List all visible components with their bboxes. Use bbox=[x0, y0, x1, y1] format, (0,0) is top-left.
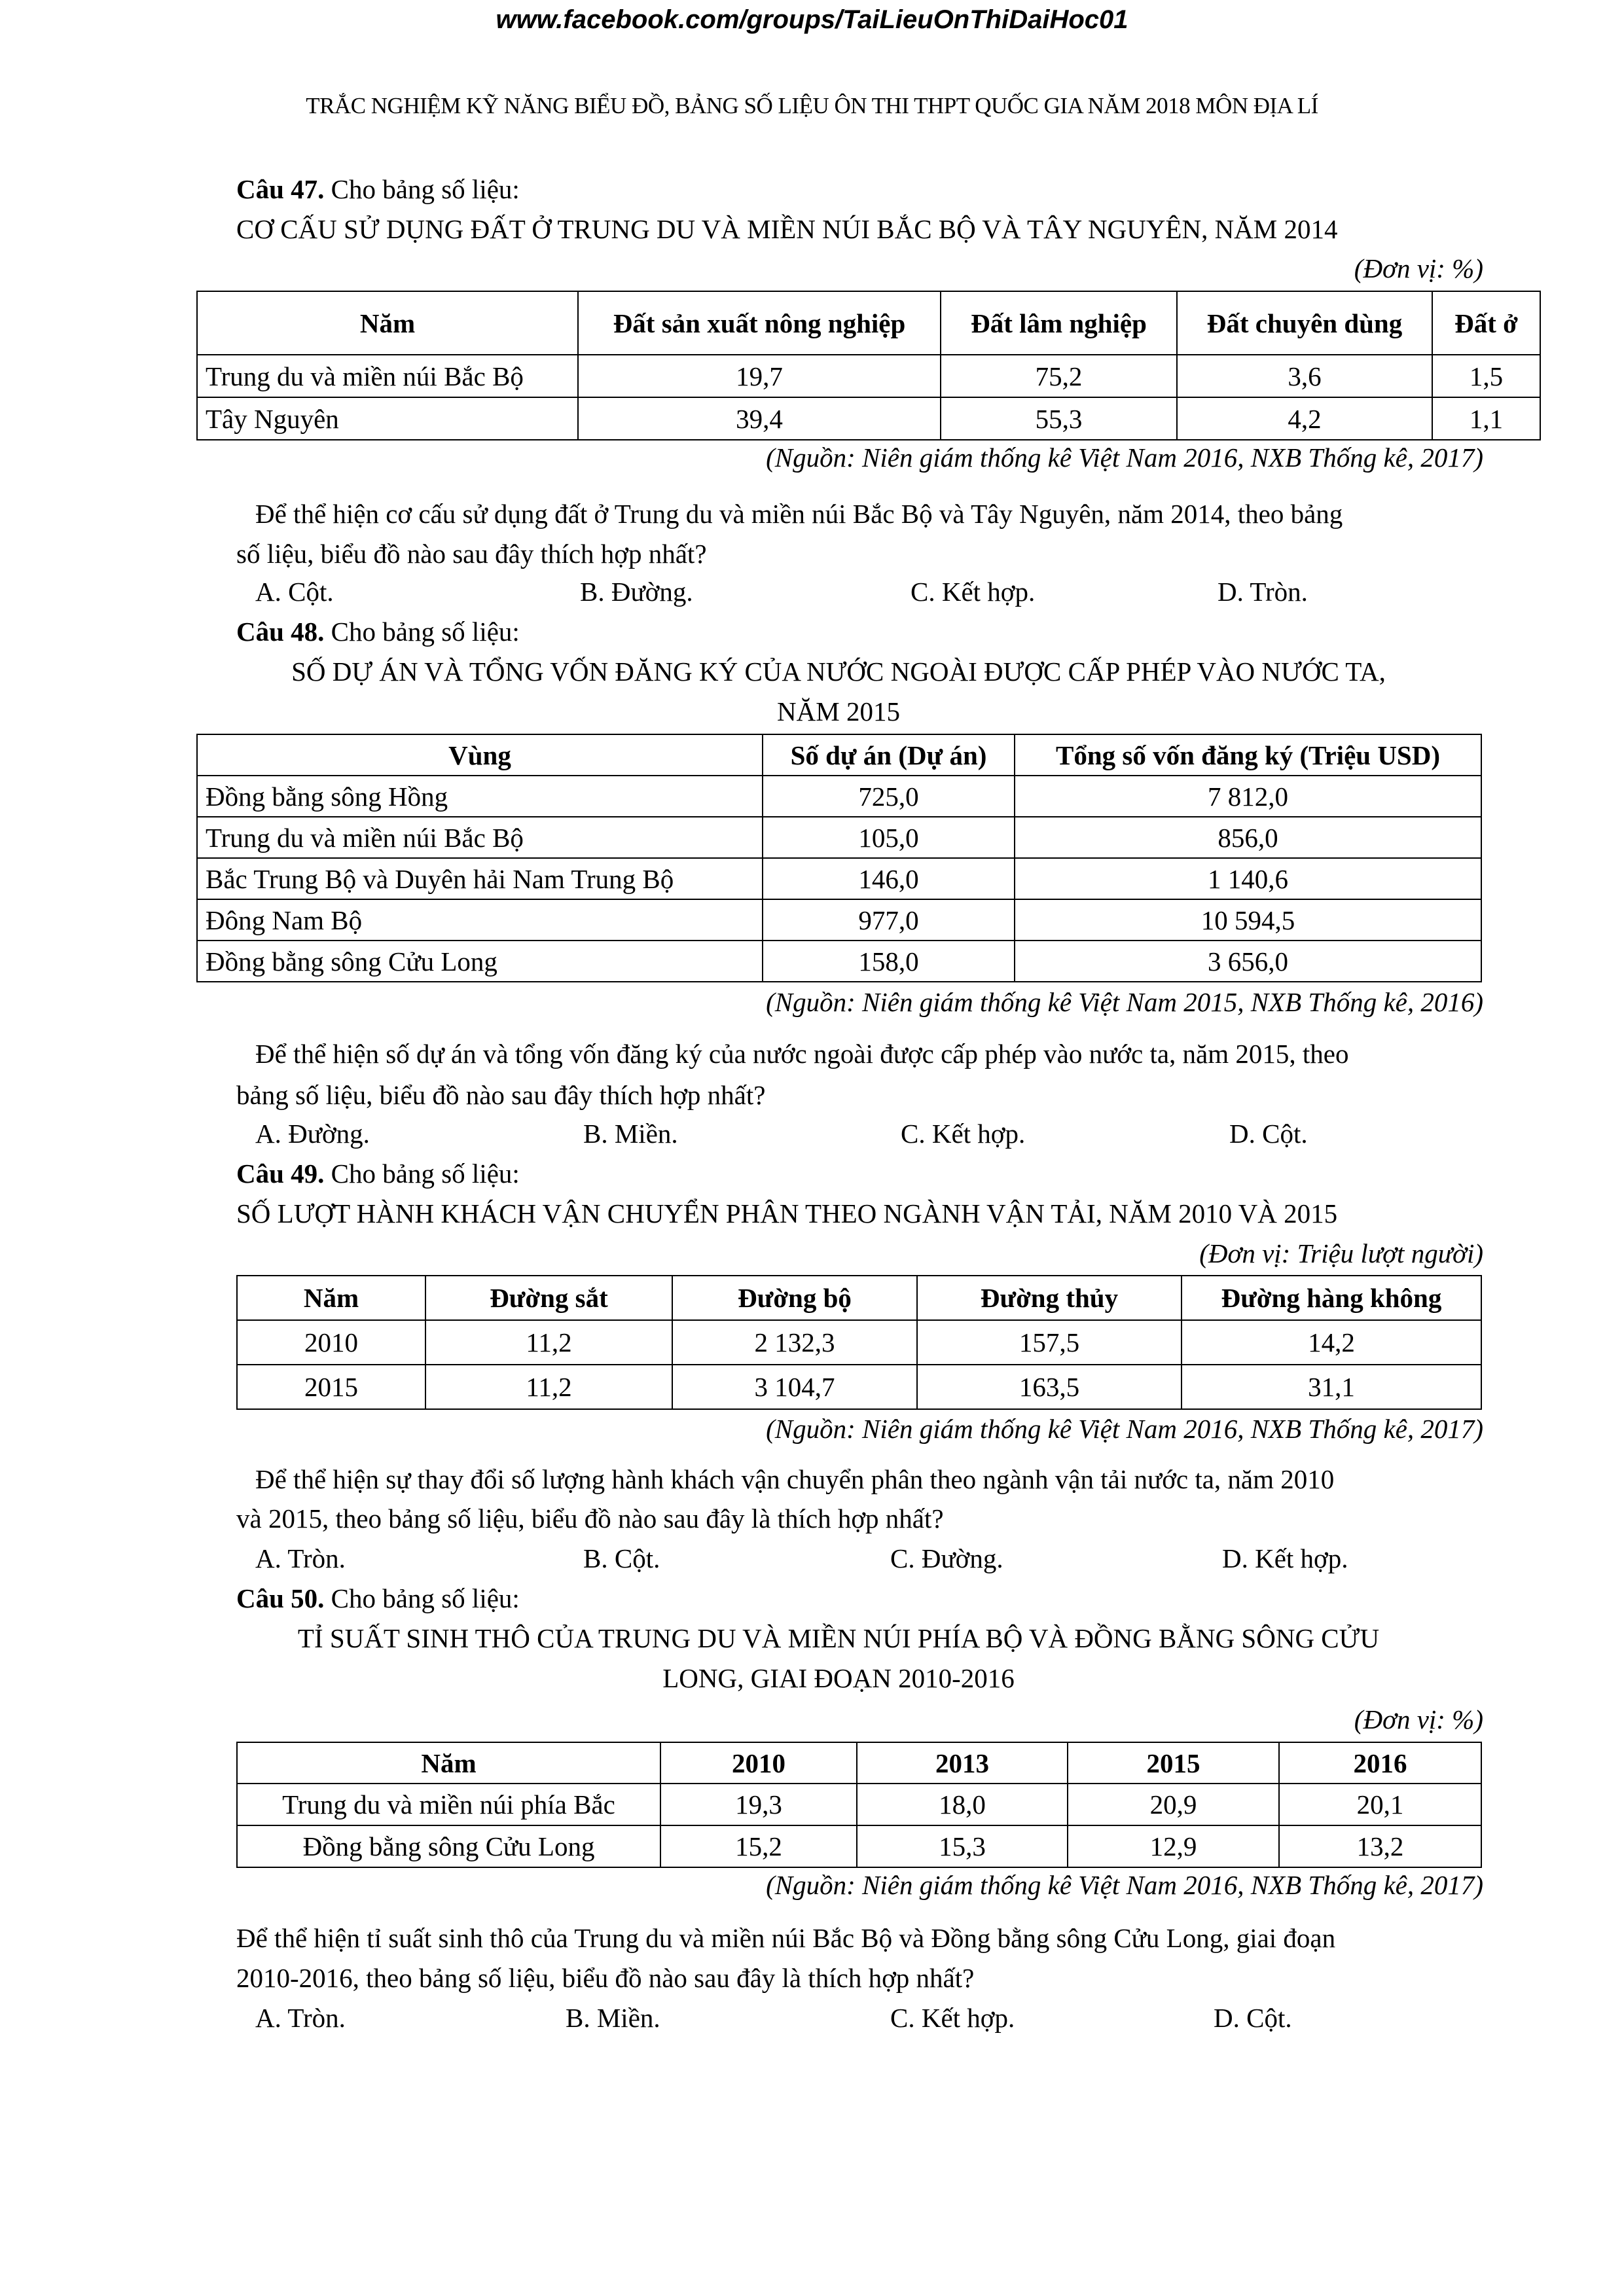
question-intro: Cho bảng số liệu: bbox=[324, 617, 520, 647]
unit-note: (Đơn vị: Triệu lượt người) bbox=[1199, 1238, 1483, 1268]
answer-option[interactable]: A. Cột. bbox=[255, 577, 334, 607]
question-label bbox=[236, 1154, 520, 1193]
column-header: Năm bbox=[197, 291, 578, 355]
column-header: 2013 bbox=[857, 1742, 1068, 1784]
question-label bbox=[236, 1579, 520, 1618]
column-header: Đất ở bbox=[1432, 291, 1540, 355]
column-header: Đất lâm nghiệp bbox=[941, 291, 1177, 355]
column-header: Đường bộ bbox=[672, 1276, 917, 1320]
cell-value: 2 132,3 bbox=[672, 1320, 917, 1365]
answer-option[interactable]: C. Kết hợp. bbox=[911, 577, 1036, 607]
table-row bbox=[197, 355, 1540, 397]
answer-option[interactable]: D. Cột. bbox=[1229, 1119, 1308, 1149]
cell-value: 4,2 bbox=[1177, 397, 1432, 440]
answer-option[interactable]: B. Đường. bbox=[580, 577, 693, 607]
source-note: (Nguồn: Niên giám thống kê Việt Nam 2016, NXB Thống kê, 2017) bbox=[766, 1870, 1483, 1900]
table-title: SỐ DỰ ÁN VÀ TỔNG VỐN ĐĂNG KÝ CỦA NƯỚC NGOÀI ĐƯỢC CẤP PHÉP VÀO NƯỚC TA, bbox=[291, 656, 1386, 687]
cell-value: 11,2 bbox=[425, 1320, 672, 1365]
cell-value: 3 656,0 bbox=[1015, 941, 1481, 982]
table-header-row bbox=[237, 1742, 1481, 1784]
cell-value: 1 140,6 bbox=[1015, 858, 1481, 899]
table-row bbox=[197, 858, 1481, 899]
table-row bbox=[237, 1784, 1481, 1825]
table-row bbox=[197, 776, 1481, 817]
table-title: SỐ LƯỢT HÀNH KHÁCH VẬN CHUYỂN PHÂN THEO NGÀNH VẬN TẢI, NĂM 2010 VÀ 2015 bbox=[236, 1198, 1338, 1229]
column-header: Năm bbox=[237, 1276, 425, 1320]
row-label: Đông Nam Bộ bbox=[197, 899, 763, 941]
cell-value: 20,9 bbox=[1068, 1784, 1279, 1825]
question-intro: Cho bảng số liệu: bbox=[324, 1583, 520, 1613]
answer-option[interactable]: B. Miền. bbox=[566, 2003, 660, 2033]
row-label: Đồng bằng sông Cửu Long bbox=[237, 1825, 660, 1867]
column-header: 2016 bbox=[1279, 1742, 1481, 1784]
question-text: số liệu, biểu đồ nào sau đây thích hợp nhất? bbox=[236, 539, 707, 569]
cell-value: 157,5 bbox=[917, 1320, 1182, 1365]
question-text: Để thể hiện tỉ suất sinh thô của Trung du và miền núi Bắc Bộ và Đồng bằng sông Cửu Long, giai đoạn bbox=[236, 1923, 1336, 1953]
row-label: Đồng bằng sông Hồng bbox=[197, 776, 763, 817]
cell-value: 39,4 bbox=[578, 397, 941, 440]
column-header: Số dự án (Dự án) bbox=[763, 734, 1015, 776]
answer-option[interactable]: A. Đường. bbox=[255, 1119, 370, 1149]
table-title: CƠ CẤU SỬ DỤNG ĐẤT Ở TRUNG DU VÀ MIỀN NÚI BẮC BỘ VÀ TÂY NGUYÊN, NĂM 2014 bbox=[236, 214, 1338, 244]
question-text: Để thể hiện sự thay đổi số lượng hành khách vận chuyển phân theo ngành vận tải nước ta, năm 2010 bbox=[255, 1464, 1335, 1494]
column-header: Đường hàng không bbox=[1182, 1276, 1481, 1320]
column-header: Năm bbox=[237, 1742, 660, 1784]
cell-value: 19,3 bbox=[660, 1784, 857, 1825]
row-label: Trung du và miền núi phía Bắc bbox=[237, 1784, 660, 1825]
cell-value: 7 812,0 bbox=[1015, 776, 1481, 817]
document-title: TRẮC NGHIỆM KỸ NĂNG BIỂU ĐỒ, BẢNG SỐ LIỆU ÔN THI THPT QUỐC GIA NĂM 2018 MÔN ĐỊA LÍ bbox=[306, 93, 1318, 118]
cell-value: 18,0 bbox=[857, 1784, 1068, 1825]
answer-option[interactable]: C. Kết hợp. bbox=[890, 2003, 1015, 2033]
answer-option[interactable]: A. Tròn. bbox=[255, 2003, 346, 2033]
table-row bbox=[237, 1365, 1481, 1409]
cell-value: 55,3 bbox=[941, 397, 1177, 440]
row-label: Tây Nguyên bbox=[197, 397, 578, 440]
cell-value: 12,9 bbox=[1068, 1825, 1279, 1867]
answer-option[interactable]: B. Miền. bbox=[583, 1119, 678, 1149]
column-header: Vùng bbox=[197, 734, 763, 776]
row-label: Trung du và miền núi Bắc Bộ bbox=[197, 817, 763, 858]
question-text: Để thể hiện cơ cấu sử dụng đất ở Trung du và miền núi Bắc Bộ và Tây Nguyên, năm 2014, theo bảng bbox=[255, 499, 1343, 529]
cell-value: 13,2 bbox=[1279, 1825, 1481, 1867]
question-label bbox=[236, 170, 520, 209]
cell-value: 75,2 bbox=[941, 355, 1177, 397]
question-intro: Cho bảng số liệu: bbox=[324, 174, 520, 204]
table-row bbox=[237, 1320, 1481, 1365]
cell-value: 146,0 bbox=[763, 858, 1015, 899]
answer-option[interactable]: D. Kết hợp. bbox=[1222, 1543, 1348, 1573]
cell-value: 163,5 bbox=[917, 1365, 1182, 1409]
cell-value: 31,1 bbox=[1182, 1365, 1481, 1409]
cell-value: 1,5 bbox=[1432, 355, 1540, 397]
table-header-row bbox=[197, 734, 1481, 776]
unit-note: (Đơn vị: %) bbox=[1354, 1704, 1483, 1734]
question-intro: Cho bảng số liệu: bbox=[324, 1158, 520, 1189]
column-header: Đất chuyên dùng bbox=[1177, 291, 1432, 355]
table-header-row bbox=[237, 1276, 1481, 1320]
cell-value: 11,2 bbox=[425, 1365, 672, 1409]
cell-value: 725,0 bbox=[763, 776, 1015, 817]
column-header: Tổng số vốn đăng ký (Triệu USD) bbox=[1015, 734, 1481, 776]
source-note: (Nguồn: Niên giám thống kê Việt Nam 2015, NXB Thống kê, 2016) bbox=[766, 987, 1483, 1017]
cell-value: 856,0 bbox=[1015, 817, 1481, 858]
table-row bbox=[237, 1825, 1481, 1867]
cell-value: 19,7 bbox=[578, 355, 941, 397]
cell-value: 15,2 bbox=[660, 1825, 857, 1867]
question-number: Câu 47. bbox=[236, 174, 325, 204]
row-label: 2010 bbox=[237, 1320, 425, 1365]
answer-option[interactable]: C. Đường. bbox=[890, 1543, 1003, 1573]
question-number: Câu 49. bbox=[236, 1158, 325, 1189]
data-table bbox=[236, 1742, 1482, 1868]
question-text: 2010-2016, theo bảng số liệu, biểu đồ nào sau đây là thích hợp nhất? bbox=[236, 1963, 975, 1993]
cell-value: 10 594,5 bbox=[1015, 899, 1481, 941]
answer-option[interactable]: D. Tròn. bbox=[1218, 577, 1308, 607]
cell-value: 158,0 bbox=[763, 941, 1015, 982]
question-number: Câu 50. bbox=[236, 1583, 325, 1613]
header-url[interactable]: www.facebook.com/groups/TaiLieuOnThiDaiHoc01 bbox=[496, 5, 1128, 34]
question-number: Câu 48. bbox=[236, 617, 325, 647]
cell-value: 977,0 bbox=[763, 899, 1015, 941]
data-table bbox=[236, 1275, 1482, 1410]
answer-option[interactable]: B. Cột. bbox=[583, 1543, 660, 1573]
answer-option[interactable]: C. Kết hợp. bbox=[901, 1119, 1026, 1149]
unit-note: (Đơn vị: %) bbox=[1354, 253, 1483, 283]
table-title: NĂM 2015 bbox=[777, 696, 900, 726]
row-label: 2015 bbox=[237, 1365, 425, 1409]
answer-option[interactable]: A. Tròn. bbox=[255, 1543, 346, 1573]
cell-value: 14,2 bbox=[1182, 1320, 1481, 1365]
source-note: (Nguồn: Niên giám thống kê Việt Nam 2016, NXB Thống kê, 2017) bbox=[766, 442, 1483, 473]
cell-value: 1,1 bbox=[1432, 397, 1540, 440]
table-title: TỈ SUẤT SINH THÔ CỦA TRUNG DU VÀ MIỀN NÚI PHÍA BỘ VÀ ĐỒNG BẰNG SÔNG CỬU bbox=[297, 1623, 1380, 1653]
table-header-row bbox=[197, 291, 1540, 355]
data-table bbox=[196, 734, 1482, 982]
answer-option[interactable]: D. Cột. bbox=[1214, 2003, 1292, 2033]
cell-value: 3,6 bbox=[1177, 355, 1432, 397]
column-header: Đường thủy bbox=[917, 1276, 1182, 1320]
cell-value: 15,3 bbox=[857, 1825, 1068, 1867]
data-table bbox=[196, 291, 1541, 440]
question-text: và 2015, theo bảng số liệu, biểu đồ nào sau đây là thích hợp nhất? bbox=[236, 1503, 944, 1534]
column-header: Đất sản xuất nông nghiệp bbox=[578, 291, 941, 355]
table-row bbox=[197, 941, 1481, 982]
row-label: Bắc Trung Bộ và Duyên hải Nam Trung Bộ bbox=[197, 858, 763, 899]
table-row bbox=[197, 899, 1481, 941]
question-label bbox=[236, 612, 520, 651]
column-header: 2015 bbox=[1068, 1742, 1279, 1784]
question-text: Để thể hiện số dự án và tổng vốn đăng ký của nước ngoài được cấp phép vào nước ta, năm 2015, theo bbox=[255, 1039, 1349, 1069]
column-header: Đường sắt bbox=[425, 1276, 672, 1320]
table-row bbox=[197, 817, 1481, 858]
cell-value: 20,1 bbox=[1279, 1784, 1481, 1825]
row-label: Trung du và miền núi Bắc Bộ bbox=[197, 355, 578, 397]
source-note: (Nguồn: Niên giám thống kê Việt Nam 2016, NXB Thống kê, 2017) bbox=[766, 1414, 1483, 1444]
table-title: LONG, GIAI ĐOẠN 2010-2016 bbox=[662, 1663, 1015, 1693]
question-text: bảng số liệu, biểu đồ nào sau đây thích hợp nhất? bbox=[236, 1080, 766, 1110]
cell-value: 3 104,7 bbox=[672, 1365, 917, 1409]
column-header: 2010 bbox=[660, 1742, 857, 1784]
row-label: Đồng bằng sông Cửu Long bbox=[197, 941, 763, 982]
table-row bbox=[197, 397, 1540, 440]
cell-value: 105,0 bbox=[763, 817, 1015, 858]
